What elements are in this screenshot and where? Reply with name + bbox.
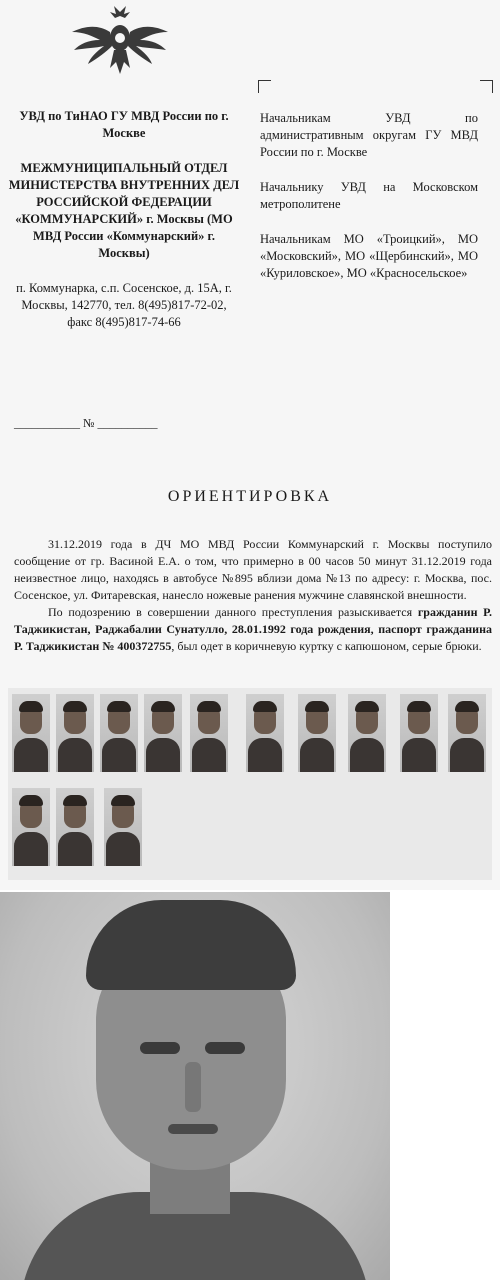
suspect-photo <box>448 694 486 772</box>
suspect-photo <box>400 694 438 772</box>
sender-address: п. Коммунарка, с.п. Сосенское, д. 15А, г. Москвы, 142770, тел. 8(495)817-72-02, факс 8(495)817-74-66 <box>16 281 232 329</box>
suspect-photo <box>56 694 94 772</box>
sender-department: УВД по ТиНАО ГУ МВД России по г. Москве <box>19 109 229 140</box>
recipient-2: Начальнику УВД на Московском метрополитене <box>260 180 478 211</box>
recipient-3: Начальникам МО «Троицкий», МО «Московский», МО «Щербинский», МО «Куриловское», МО «Красносельское» <box>260 232 478 280</box>
address-corner-left <box>258 80 271 93</box>
suspect-photo-grid <box>8 688 492 880</box>
suspect-paragraph <box>14 604 492 655</box>
sender-block <box>8 108 240 331</box>
suspect-portrait <box>0 892 390 1280</box>
suspect-photo <box>190 694 228 772</box>
recipient-1: Начальникам УВД по административным округам ГУ МВД России по г. Москве <box>260 111 478 159</box>
suspect-photo <box>12 694 50 772</box>
suspect-photo <box>56 788 94 866</box>
document-title: ОРИЕНТИРОВКА <box>167 488 333 505</box>
suspect-photo <box>144 694 182 772</box>
registration-line: ___________ № __________ <box>14 416 158 430</box>
suspect-photo <box>246 694 284 772</box>
suspect-clothing: , был одет в коричневую куртку с капюшоном, серые брюки. <box>171 639 482 653</box>
suspect-photo <box>100 694 138 772</box>
recipients-block <box>260 110 478 300</box>
mvd-emblem-icon <box>70 2 170 80</box>
suspect-intro: По подозрению в совершении данного преступления разыскивается <box>48 605 418 619</box>
incident-paragraph: 31.12.2019 года в ДЧ МО МВД России Коммунарский г. Москвы поступило сообщение от гр. Васиной Е.А. о том, что примерно в 00 часов 50 минут 31.12.2019 года неизвестное лицо, находясь в автобусе №895 вблизи дома №13 по адресу: г. Москва, пос. Сосенское, ул. Фитаревская, нанесло ножевые ранения мужчине славянской внешности. <box>14 537 492 602</box>
suspect-photo <box>12 788 50 866</box>
document-body <box>14 536 492 655</box>
suspect-identity: гражданин Р. Таджикистан, Раджабалии Сунатулло, 28.01.1992 года рождения, паспорт гражданина Р. Таджикистан № 400372755 <box>14 605 492 653</box>
suspect-photo <box>348 694 386 772</box>
address-corner-right <box>480 80 493 93</box>
suspect-photo <box>298 694 336 772</box>
sender-organization: МЕЖМУНИЦИПАЛЬНЫЙ ОТДЕЛ МИНИСТЕРСТВА ВНУТРЕННИХ ДЕЛ РОССИЙСКОЙ ФЕДЕРАЦИИ «КОММУНАРСКИЙ» г. Москвы (МО МВД России «Коммунарский» г. Москвы) <box>8 161 240 260</box>
suspect-photo <box>104 788 142 866</box>
